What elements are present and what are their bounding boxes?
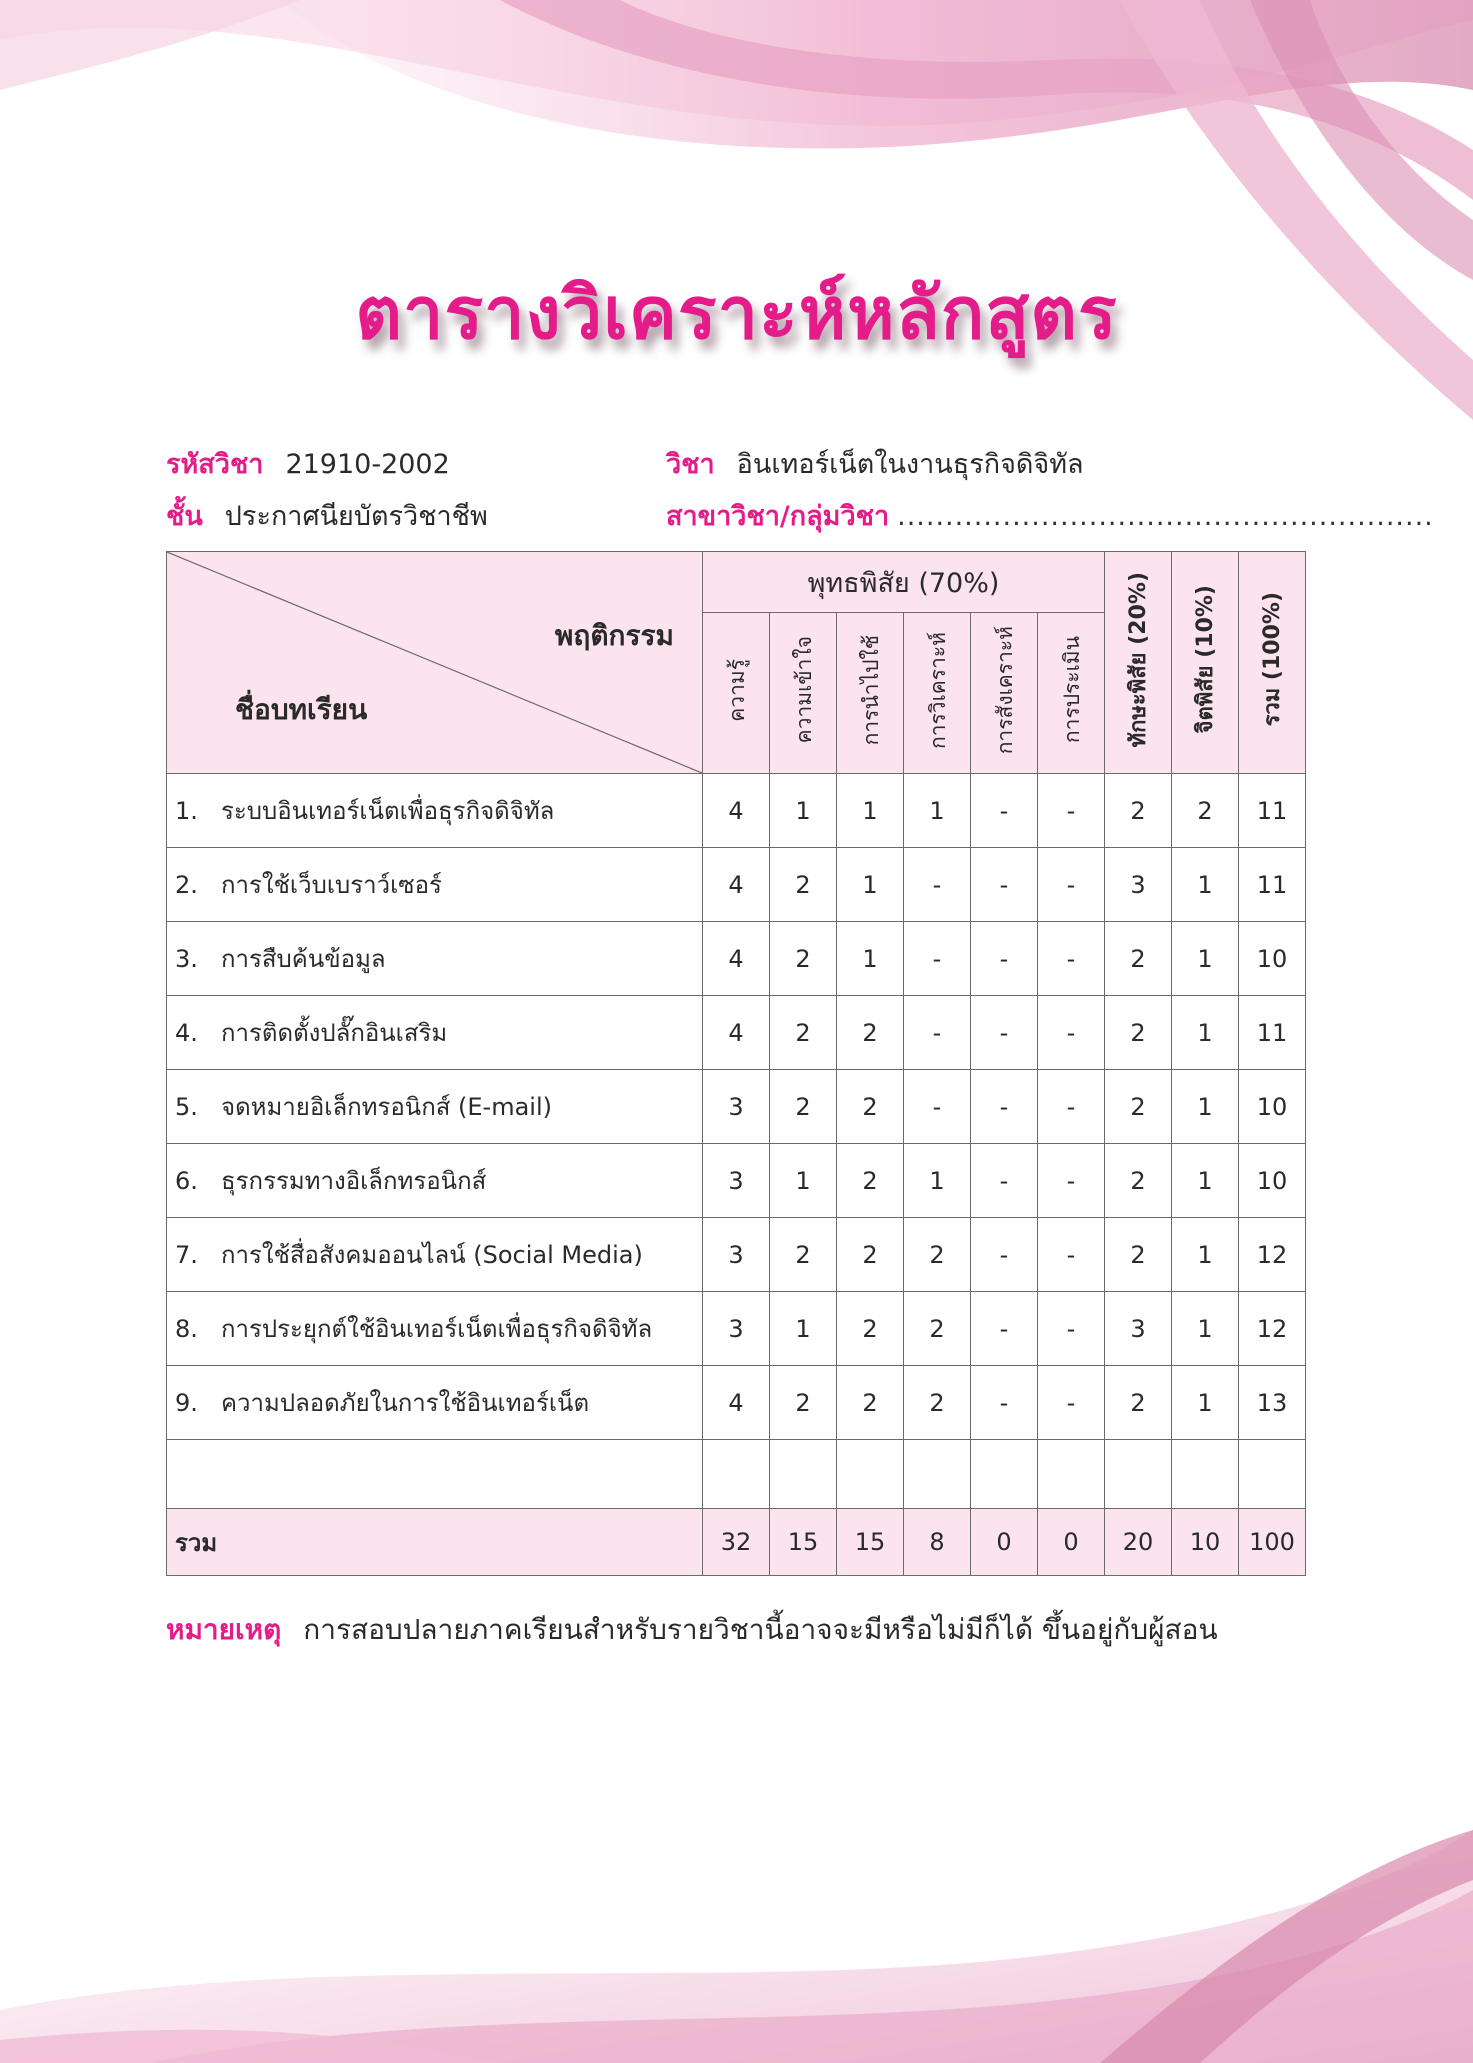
- score-cell: 3: [703, 1218, 770, 1292]
- score-cell: 11: [1239, 996, 1306, 1070]
- score-cell: -: [971, 1218, 1038, 1292]
- score-cell: 4: [703, 774, 770, 848]
- header-cognitive-group: พุทธพิสัย (70%): [703, 552, 1105, 613]
- total-cell: 10: [1172, 1509, 1239, 1576]
- score-cell: 2: [837, 1144, 904, 1218]
- score-cell: 1: [1172, 996, 1239, 1070]
- branch-line: [666, 494, 1434, 537]
- course-code-label: รหัสวิชา: [166, 449, 264, 480]
- score-cell: 1: [837, 848, 904, 922]
- score-cell: 2: [837, 1366, 904, 1440]
- score-cell: -: [1038, 1070, 1105, 1144]
- score-cell: 2: [837, 1292, 904, 1366]
- remark-label: หมายเหตุ: [166, 1613, 282, 1646]
- score-cell: 1: [1172, 1218, 1239, 1292]
- score-cell: 2: [1105, 1366, 1172, 1440]
- remark-text: การสอบปลายภาคเรียนสำหรับรายวิชานี้อาจจะมีหรือไม่มีก็ได้ ขึ้นอยู่กับผู้สอน: [303, 1613, 1218, 1646]
- score-cell: 13: [1239, 1366, 1306, 1440]
- score-cell: 4: [703, 922, 770, 996]
- total-cell: 15: [770, 1509, 837, 1576]
- total-cell: 20: [1105, 1509, 1172, 1576]
- header-application: การนำไปใช้: [837, 613, 904, 774]
- score-cell: 1: [770, 1144, 837, 1218]
- lesson-name: จดหมายอิเล็กทรอนิกส์ (E-mail): [221, 1093, 552, 1121]
- total-cell: 15: [837, 1509, 904, 1576]
- total-row: [167, 1509, 1306, 1576]
- lesson-name: การติดตั้งปลั๊กอินเสริม: [221, 1019, 448, 1047]
- score-cell: 2: [904, 1366, 971, 1440]
- lesson-cell: 5. จดหมายอิเล็กทรอนิกส์ (E-mail): [167, 1070, 703, 1144]
- score-cell: 2: [1105, 1070, 1172, 1144]
- score-cell: -: [1038, 1144, 1105, 1218]
- score-cell: 2: [770, 996, 837, 1070]
- score-cell: -: [1038, 848, 1105, 922]
- table-row: [167, 1218, 1306, 1292]
- score-cell: 1: [1172, 848, 1239, 922]
- score-cell: 3: [1105, 1292, 1172, 1366]
- score-cell: 1: [770, 1292, 837, 1366]
- score-cell: 1: [1172, 1144, 1239, 1218]
- score-cell: -: [904, 922, 971, 996]
- score-cell: -: [971, 774, 1038, 848]
- score-cell: 10: [1239, 922, 1306, 996]
- score-cell: -: [971, 1292, 1038, 1366]
- score-cell: 2: [1105, 774, 1172, 848]
- score-cell: -: [971, 996, 1038, 1070]
- score-cell: 1: [1172, 922, 1239, 996]
- score-cell: 2: [770, 1366, 837, 1440]
- lesson-name: การใช้เว็บเบราว์เซอร์: [221, 871, 442, 899]
- score-cell: 4: [703, 848, 770, 922]
- lesson-name: การประยุกต์ใช้อินเทอร์เน็ตเพื่อธุรกิจดิจิทัล: [221, 1315, 653, 1343]
- lesson-cell: 2. การใช้เว็บเบราว์เซอร์: [167, 848, 703, 922]
- table-row: [167, 996, 1306, 1070]
- lesson-name: ความปลอดภัยในการใช้อินเทอร์เน็ต: [221, 1389, 590, 1417]
- score-cell: 3: [703, 1144, 770, 1218]
- header-evaluation: การประเมิน: [1038, 613, 1105, 774]
- score-cell: 2: [837, 1218, 904, 1292]
- table-row: [167, 848, 1306, 922]
- header-psychomotor: ทักษะพิสัย (20%): [1105, 552, 1172, 774]
- level-value: ประกาศนียบัตรวิชาชีพ: [224, 501, 488, 532]
- score-cell: 2: [837, 1070, 904, 1144]
- table-row: [167, 1292, 1306, 1366]
- total-cell: 8: [904, 1509, 971, 1576]
- score-cell: 2: [770, 1218, 837, 1292]
- score-cell: 1: [904, 1144, 971, 1218]
- score-cell: 2: [770, 922, 837, 996]
- score-cell: -: [904, 996, 971, 1070]
- score-cell: 11: [1239, 848, 1306, 922]
- score-cell: -: [1038, 996, 1105, 1070]
- score-cell: -: [1038, 1366, 1105, 1440]
- score-cell: 2: [904, 1218, 971, 1292]
- score-cell: 11: [1239, 774, 1306, 848]
- branch-label: สาขาวิชา/กลุ่มวิชา: [666, 501, 890, 532]
- score-cell: 2: [837, 996, 904, 1070]
- level-label: ชั้น: [166, 501, 203, 532]
- lesson-name: ระบบอินเทอร์เน็ตเพื่อธุรกิจดิจิทัล: [221, 797, 555, 825]
- header-analysis: การวิเคราะห์: [904, 613, 971, 774]
- score-cell: -: [1038, 1292, 1105, 1366]
- lesson-cell: 3. การสืบค้นข้อมูล: [167, 922, 703, 996]
- table-row: [167, 922, 1306, 996]
- score-cell: 3: [703, 1070, 770, 1144]
- score-cell: 1: [904, 774, 971, 848]
- score-cell: 10: [1239, 1070, 1306, 1144]
- score-cell: 2: [1105, 996, 1172, 1070]
- score-cell: 1: [770, 774, 837, 848]
- total-cell: 32: [703, 1509, 770, 1576]
- score-cell: 1: [1172, 1292, 1239, 1366]
- score-cell: 10: [1239, 1144, 1306, 1218]
- score-cell: 12: [1239, 1218, 1306, 1292]
- lesson-cell: 9. ความปลอดภัยในการใช้อินเทอร์เน็ต: [167, 1366, 703, 1440]
- score-cell: 2: [770, 848, 837, 922]
- lesson-cell: 1. ระบบอินเทอร์เน็ตเพื่อธุรกิจดิจิทัล: [167, 774, 703, 848]
- subject-label: วิชา: [666, 449, 715, 480]
- header-corner-cell: [167, 552, 703, 774]
- page-title: ตารางวิเคราะห์หลักสูตร: [355, 271, 1118, 355]
- score-cell: 12: [1239, 1292, 1306, 1366]
- header-knowledge: ความรู้: [703, 613, 770, 774]
- course-code-value: 21910-2002: [285, 449, 450, 480]
- score-cell: 3: [703, 1292, 770, 1366]
- empty-row: [167, 1440, 1306, 1509]
- level-line: [166, 494, 488, 537]
- header-synthesis: การสังเคราะห์: [971, 613, 1038, 774]
- table-row: [167, 774, 1306, 848]
- score-cell: 2: [1105, 922, 1172, 996]
- score-cell: -: [971, 1144, 1038, 1218]
- score-cell: -: [971, 1070, 1038, 1144]
- score-cell: 1: [837, 774, 904, 848]
- remark: [166, 1608, 1218, 1652]
- header-affective: จิตพิสัย (10%): [1172, 552, 1239, 774]
- score-cell: 3: [1105, 848, 1172, 922]
- score-cell: 2: [904, 1292, 971, 1366]
- total-cell: 100: [1239, 1509, 1306, 1576]
- lesson-cell: 6. ธุรกรรมทางอิเล็กทรอนิกส์: [167, 1144, 703, 1218]
- score-cell: 1: [1172, 1070, 1239, 1144]
- score-cell: 4: [703, 996, 770, 1070]
- total-cell: 0: [1038, 1509, 1105, 1576]
- score-cell: 2: [1105, 1144, 1172, 1218]
- score-cell: 1: [837, 922, 904, 996]
- lesson-cell: 8. การประยุกต์ใช้อินเทอร์เน็ตเพื่อธุรกิจดิจิทัล: [167, 1292, 703, 1366]
- lesson-name: การใช้สื่อสังคมออนไลน์ (Social Media): [221, 1241, 643, 1269]
- total-label: รวม: [167, 1509, 703, 1576]
- subject-line: [666, 442, 1084, 485]
- total-cell: 0: [971, 1509, 1038, 1576]
- score-cell: -: [971, 1366, 1038, 1440]
- score-cell: -: [1038, 774, 1105, 848]
- subject-value: อินเทอร์เน็ตในงานธุรกิจดิจิทัล: [736, 449, 1084, 480]
- diagonal-divider: [167, 552, 702, 773]
- table-row: [167, 1070, 1306, 1144]
- header-lessons-label: ชื่อบทเรียน: [235, 693, 368, 726]
- score-cell: 2: [1105, 1218, 1172, 1292]
- score-cell: -: [1038, 922, 1105, 996]
- table-row: [167, 1366, 1306, 1440]
- lesson-cell: 4. การติดตั้งปลั๊กอินเสริม: [167, 996, 703, 1070]
- branch-value: ........................................................: [897, 501, 1434, 532]
- score-cell: 2: [1172, 774, 1239, 848]
- lesson-cell: 7. การใช้สื่อสังคมออนไลน์ (Social Media): [167, 1218, 703, 1292]
- score-cell: -: [971, 922, 1038, 996]
- score-cell: 1: [1172, 1366, 1239, 1440]
- score-cell: -: [1038, 1218, 1105, 1292]
- score-cell: 4: [703, 1366, 770, 1440]
- score-cell: -: [904, 1070, 971, 1144]
- table-row: [167, 1144, 1306, 1218]
- lesson-name: ธุรกรรมทางอิเล็กทรอนิกส์: [221, 1167, 487, 1195]
- header-behavior-label: พฤติกรรม: [554, 619, 674, 652]
- curriculum-table: [166, 551, 1306, 1576]
- score-cell: 2: [770, 1070, 837, 1144]
- score-cell: -: [971, 848, 1038, 922]
- header-understanding: ความเข้าใจ: [770, 613, 837, 774]
- header-total: รวม (100%): [1239, 552, 1306, 774]
- lesson-name: การสืบค้นข้อมูล: [221, 945, 386, 973]
- score-cell: -: [904, 848, 971, 922]
- course-code-line: [166, 442, 450, 485]
